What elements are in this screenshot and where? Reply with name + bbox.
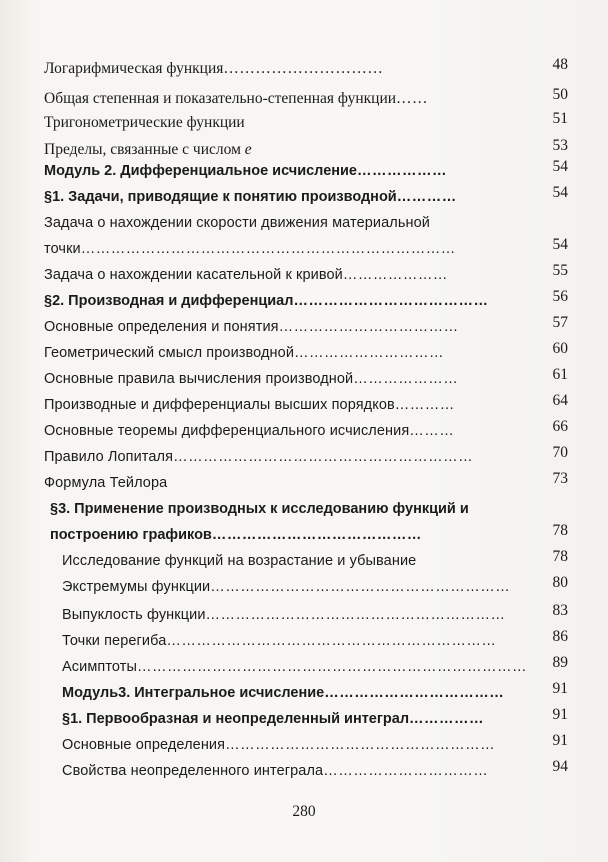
toc-entry-page: 54 [552, 184, 568, 201]
toc-entry-page: 54 [552, 158, 568, 175]
toc-entry-title: Модуль 2. Дифференциальное исчисление……………… [44, 163, 447, 179]
toc-entry-page: 53 [552, 137, 568, 154]
toc-entry [0, 574, 608, 600]
toc-entry-title-line2: построению графиков…………………………………… [50, 527, 422, 543]
toc-entry-title: Исследование функций на возрастание и убывание [62, 553, 417, 569]
toc-entry [0, 522, 608, 548]
toc-entry [0, 86, 608, 112]
toc-entry-title: Производные и дифференциалы высших порядков………… [44, 397, 455, 413]
toc-entry-page: 56 [552, 288, 568, 305]
toc-entry-page: 55 [552, 262, 568, 279]
toc-entry-page: 50 [552, 86, 568, 103]
toc-entry [0, 366, 608, 392]
toc-entry [0, 184, 608, 210]
toc-entry [0, 110, 608, 136]
toc-entry [0, 262, 608, 288]
toc-entry [0, 470, 608, 496]
toc-entry [0, 548, 608, 574]
toc-entry-title: Основные определения и понятия……………………………… [44, 319, 459, 335]
toc-entry-page: 57 [552, 314, 568, 331]
toc-entry [0, 602, 608, 628]
toc-entry-page: 51 [552, 110, 568, 127]
page-number: 280 [292, 803, 316, 820]
toc-entry-title: Логарифмическая функция………………………… [44, 60, 384, 77]
toc-entry-title: Асимптоты…………………………………………………………………… [62, 659, 528, 675]
toc-entry-title: Выпуклость функции…………………………………………………… [62, 607, 506, 623]
toc-entry-title: Формула Тейлора [44, 475, 168, 491]
toc-entry-page: 64 [552, 392, 568, 409]
toc-entry-page: 78 [552, 522, 568, 539]
toc-entry [0, 158, 608, 184]
toc-entry-page: 48 [552, 56, 568, 73]
toc-entry-title: Общая степенная и показательно-степенная функции…… [44, 90, 429, 107]
toc-entry-page: 73 [552, 470, 568, 487]
toc-entry [0, 210, 608, 236]
toc-entry-page: 94 [552, 758, 568, 775]
toc-entry-title-line1: §3. Применение производных к исследованию функций и [50, 501, 469, 517]
toc-entry-page: 91 [552, 732, 568, 749]
toc-entry-title: Свойства неопределенного интеграла…………………………… [62, 763, 489, 779]
toc-entry-title: Задача о нахождении касательной к кривой………………… [44, 267, 448, 283]
toc-entry-title: Основные определения……………………………………………… [62, 737, 496, 753]
toc-entry-page: 66 [552, 418, 568, 435]
toc-entry [0, 654, 608, 680]
toc-entry-title-line2: точки………………………………………………………………… [44, 241, 456, 257]
toc-entry [0, 392, 608, 418]
toc-entry-title: Основные теоремы дифференциального исчисления……… [44, 423, 455, 439]
toc-entry [0, 56, 608, 82]
toc-entry [0, 340, 608, 366]
toc-entry [0, 236, 608, 262]
toc-entry [0, 758, 608, 784]
toc-entry-page: 78 [552, 548, 568, 565]
toc-entry-title: Основные правила вычисления производной………………… [44, 371, 459, 387]
toc-entry-title: Пределы, связанные с числом е [44, 141, 252, 158]
toc-entry-title: Экстремумы функции…………………………………………………… [62, 579, 511, 595]
toc-entry-page: 54 [552, 236, 568, 253]
toc-entry-page: 91 [552, 706, 568, 723]
toc-entry-title: Геометрический смысл производной………………………… [44, 345, 445, 361]
toc-entry-title: Модуль3. Интегральное исчисление……………………………… [62, 685, 505, 701]
toc-entry [0, 680, 608, 706]
toc-entry-page: 80 [552, 574, 568, 591]
toc-entry-title: Тригонометрические функции [44, 114, 245, 131]
toc-entry [0, 628, 608, 654]
toc-entry [0, 288, 608, 314]
toc-entry [0, 706, 608, 732]
toc-entry [0, 496, 608, 522]
toc-entry-page: 91 [552, 680, 568, 697]
toc-entry [0, 314, 608, 340]
toc-entry-title: §1. Задачи, приводящие к понятию производной………… [44, 189, 457, 205]
toc-entry-title: Точки перегиба………………………………………………………… [62, 633, 497, 649]
toc-entry-title: §2. Производная и дифференциал………………………………… [44, 293, 489, 309]
toc-entry-page: 60 [552, 340, 568, 357]
toc-entry-page: 89 [552, 654, 568, 671]
toc-entry-page: 70 [552, 444, 568, 461]
toc-entry [0, 732, 608, 758]
toc-entry-title: §1. Первообразная и неопределенный интеграл…………… [62, 711, 485, 727]
toc-entry-title: Правило Лопиталя…………………………………………………… [44, 449, 474, 465]
toc-entry-page: 83 [552, 602, 568, 619]
toc-entry-title-line1: Задача о нахождении скорости движения материальной [44, 215, 430, 231]
toc-entry [0, 418, 608, 444]
toc-entry [0, 444, 608, 470]
toc-entry-page: 86 [552, 628, 568, 645]
toc-entry-page: 61 [552, 366, 568, 383]
